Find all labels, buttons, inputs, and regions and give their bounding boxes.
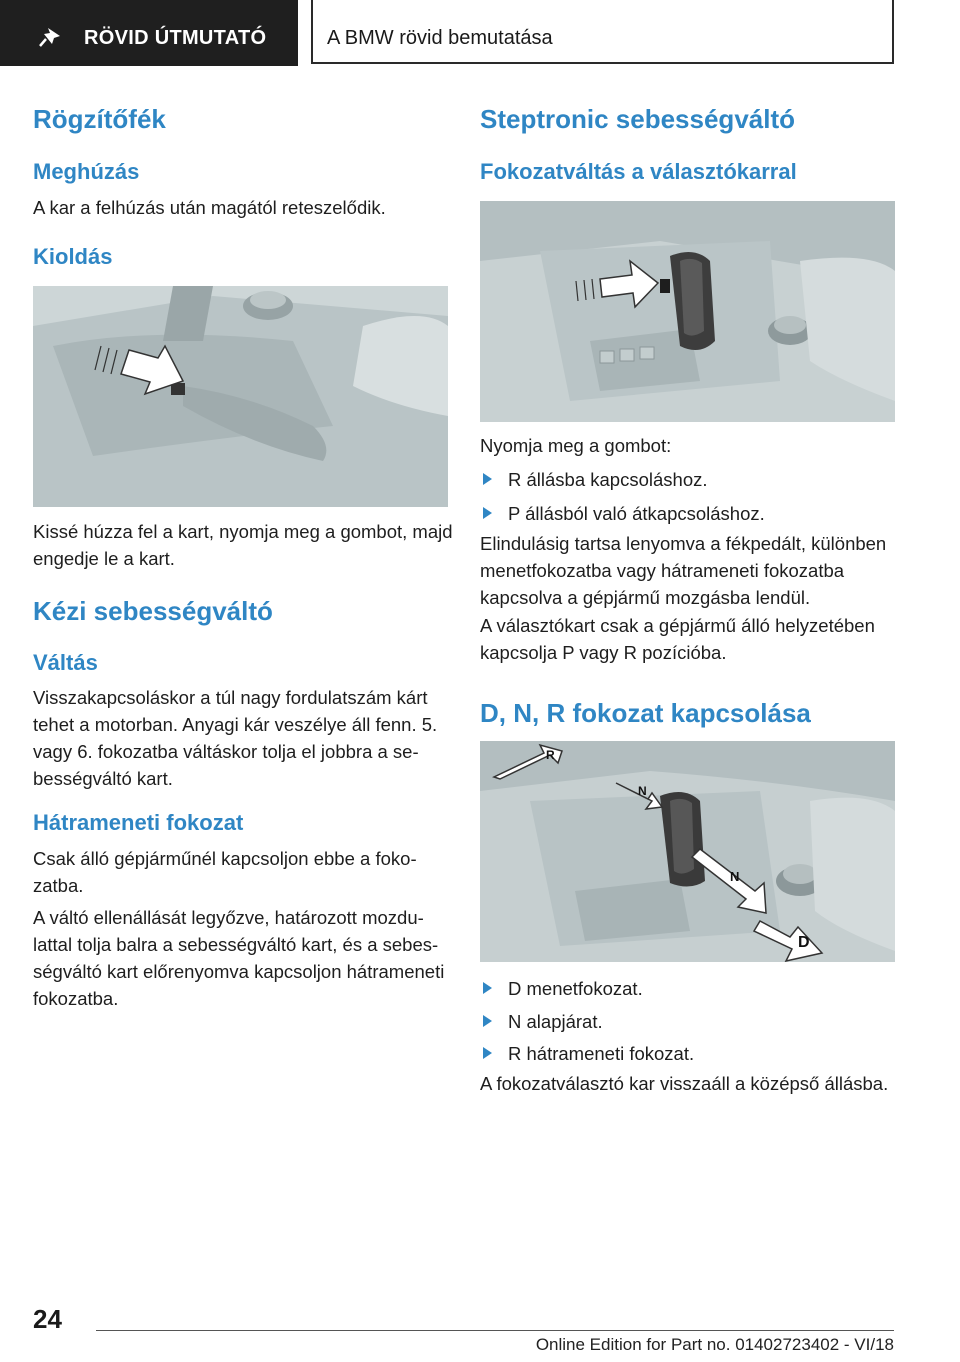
- heading-steptronic: Steptronic sebességváltó: [480, 104, 795, 134]
- text-reverse-1: Csak álló gépjárműnél kapcsoljon ebbe a fokozatba.: [33, 848, 417, 896]
- text-lever-returns: A fokozatválasztó kar visszaáll a középső állásba.: [480, 1073, 889, 1094]
- subheading-shifting: Váltás: [33, 650, 98, 675]
- bullet-triangle-icon: [483, 473, 492, 485]
- footer-divider: [96, 1330, 894, 1331]
- text-release: Kissé húzza fel a kart, nyomja meg a gombot, majd engedje le a kart.: [33, 521, 453, 569]
- heading-dnr: D, N, R fokozat kapcsolása: [480, 698, 811, 728]
- text-apply: A kar a felhúzás után magától reteszelődik.: [33, 197, 386, 218]
- text-stationary: A választókart csak a gépjármű álló helyzetében kapcsolja P vagy R pozícióba.: [480, 615, 875, 663]
- text-reverse-2: A váltó ellenállását legyőzve, határozott mozdulattal tolja balra a sebességváltó kart, és a sebességváltó kart előrenyomva kapcsoljon hátrameneti fokozatba.: [33, 907, 445, 1009]
- dnr-shift-figure: [480, 741, 895, 962]
- bullet-triangle-icon: [483, 1047, 492, 1059]
- shift-label-r: R: [546, 748, 555, 762]
- shift-label-n-upper: N: [638, 784, 647, 798]
- bullet-n-gear: [483, 1008, 603, 1035]
- subheading-release: Kioldás: [33, 244, 113, 269]
- bullet-r-gear: [483, 1040, 694, 1067]
- section-tab[interactable]: [0, 0, 298, 66]
- shift-label-n-lower: N: [730, 869, 740, 884]
- shift-label-d: D: [798, 934, 810, 951]
- subheading-apply: Meghúzás: [33, 159, 140, 184]
- bullet-text: D menetfokozat.: [508, 978, 643, 999]
- bullet-triangle-icon: [483, 1015, 492, 1027]
- bullet-d-gear: [483, 975, 643, 1002]
- selector-lever-figure: [480, 201, 895, 422]
- page-number: 24: [33, 1304, 62, 1334]
- bullet-r-position: [483, 466, 708, 493]
- heading-parking-brake: Rögzítőfék: [33, 104, 166, 134]
- bullet-triangle-icon: [483, 982, 492, 994]
- heading-manual-gearbox: Kézi sebességváltó: [33, 596, 273, 626]
- bullet-p-position: [483, 500, 765, 527]
- text-press-button: Nyomja meg a gombot:: [480, 435, 672, 456]
- text-brake-pedal: Elindulásig tartsa lenyomva a fékpedált, különben menetfokozatba vagy hátrameneti fokozatba kapcsolva a gépjármű mozgásba lendül.: [480, 533, 887, 608]
- bullet-text: P állásból való átkapcsoláshoz.: [508, 503, 765, 524]
- text-shifting: Visszakapcsoláskor a túl nagy fordulatszám kárt tehet a motorban. Anyagi kár veszélye áll fenn. 5. vagy 6. fokozatba váltáskor tolja el jobbra a sebességváltó kart.: [33, 687, 438, 789]
- parking-brake-figure: [33, 286, 448, 507]
- pushpin-icon: [38, 26, 64, 48]
- chapter-title: A BMW rövid bemutatása: [327, 27, 553, 49]
- footer-edition: Online Edition for Part no. 01402723402 - VI/18: [535, 1335, 894, 1354]
- subheading-reverse: Hátrameneti fokozat: [33, 810, 244, 835]
- bullet-text: N alapjárat.: [508, 1011, 603, 1032]
- chapter-title-box: [311, 0, 894, 64]
- section-tab-label: RÖVID ÚTMUTATÓ: [84, 27, 267, 49]
- page-header: [0, 0, 960, 66]
- bullet-text: R hátrameneti fokozat.: [508, 1043, 695, 1064]
- subheading-selector-lever: Fokozatváltás a választókarral: [480, 159, 797, 184]
- bullet-triangle-icon: [483, 507, 492, 519]
- bullet-text: R állásba kapcsoláshoz.: [508, 469, 708, 490]
